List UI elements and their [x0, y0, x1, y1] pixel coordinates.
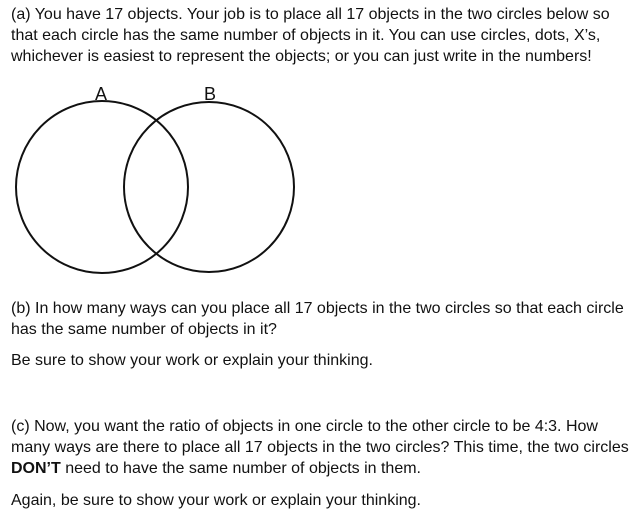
part-c-question — [11, 416, 633, 479]
part-b-question: (b) In how many ways can you place all 17 objects in the two circles so that each circle has the same number of objects in it? — [11, 300, 624, 338]
part-c-note: Again, be sure to show your work or explain your thinking. — [11, 492, 421, 509]
circle-b — [124, 102, 294, 272]
part-b-note: Be sure to show your work or explain your thinking. — [11, 352, 373, 369]
circle-b-label: B — [203, 84, 217, 104]
part-c-bold-word: DON’T — [11, 460, 61, 477]
part-a-question: (a) You have 17 objects. Your job is to place all 17 objects in the two circles below so that each circle has the same number of objects in it. You can use circles, dots, X’s, whichever is easiest to represent the objects; or you can just write in the numbers! — [11, 6, 610, 65]
venn-diagram — [0, 78, 310, 278]
circle-a-label: A — [94, 84, 108, 104]
part-c-text-start: (c) Now, you want the ratio of objects in one circle to the other circle to be 4:3. How many ways are there to place all 17 objects in the two circles? This time, the two circles — [11, 418, 629, 456]
part-c-text-end: need to have the same number of objects in them. — [60, 460, 421, 477]
circle-a — [16, 101, 188, 273]
